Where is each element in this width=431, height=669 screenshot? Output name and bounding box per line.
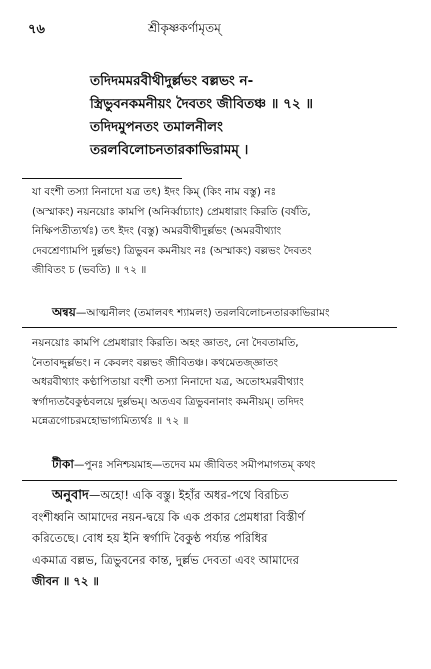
commentary-line: (অস্মাকং) নয়নয়োঃ কামপি (অনির্ব্বাচ্যাং) প্রেমধারাং কিরতি (বর্ষতি, — [32, 205, 311, 218]
anvaya-line — [52, 303, 404, 324]
verse-line: তদিদমুপনতং তমালনীলং — [90, 119, 223, 135]
commentary-line: দেবশ্রেণ্যামপি দুর্ল্লভং) ত্রিভুবন কমনীয়ং নঃ (অস্মাকং) বল্লভং দৈবতং — [32, 244, 312, 257]
verse-block — [90, 70, 410, 162]
divider-rule — [22, 327, 397, 328]
translation-line: একমাত্র বল্লভ, ত্রিভুবনের কান্ত, দুর্ল্লভ দেবতা এবং আমাদের — [32, 552, 299, 567]
translation-line: বংশীধ্বনি আমাদের নয়ন-দ্বয়ে কি এক প্রকার প্রেমধারা বিস্তীর্ণ — [32, 509, 305, 524]
teeka-line: স্বর্গাদ্যতবৈকুণ্ঠবলয়ে দুর্ল্লভম্। অতএব ত্রিভুবনানাং কমনীয়ম্। তদিদং — [32, 395, 304, 408]
verse-line: তরলবিলোচনতারকাভিরামম্ । — [90, 142, 249, 158]
commentary-block — [32, 183, 404, 281]
anvaya-text: —আত্মনীলং (তমালবৎ শ্যামলং) তরলবিলোচনতারকাভিরামং — [75, 307, 330, 319]
commentary-line: যা বংশী তস্যা নিনাদো যত্র তৎ) ইদং কিম্ (কিং নাম বস্তু) নঃ — [32, 186, 277, 198]
running-title: শ্রীকৃষ্ণকর্ণামৃতম্ — [148, 21, 221, 35]
teeka-line: নয়নয়োঃ কামপি প্রেমধারাং কিরতি। অহং জ্ঞাতং, নো দৈবতামতি, — [32, 337, 299, 349]
translation-line — [32, 485, 404, 507]
translation-line: জীবন ॥ ৭২ ॥ — [32, 574, 99, 588]
commentary-line: জীবিতং চ (ভবতি) ॥ ৭২ ॥ — [32, 264, 147, 276]
teeka-label-block — [52, 455, 404, 476]
translation-label: অনুবাদ — [52, 488, 89, 503]
teeka-line: অধরবীথ্যাং কণ্ঠাপিতায়া বংশী তস্যা নিনাদো যত্র, অতোঽমরবীথ্যাং — [32, 376, 304, 388]
teeka-label-line — [52, 455, 404, 476]
anvaya-label: অন্বয় — [52, 305, 76, 319]
teeka-line: নৈতাবদ্দুর্ল্লভং। ন কেবলং বল্লভং জীবিতঞ্চ। কথমেতজ্জ্ঞাতং — [32, 356, 279, 369]
translation-block — [32, 485, 404, 593]
commentary-line: নিক্ষিপতীত্যর্থঃ) তৎ ইদং (বস্তু) অমরবীথীদুর্ল্লভং (অমরবীথ্যাং — [32, 225, 282, 237]
verse-line: স্ত্রিভুবনকমনীয়ং দৈবতং জীবিতঞ্চ ॥ ৭২ ॥ — [90, 96, 313, 112]
anvaya-block — [52, 303, 404, 324]
teeka-text: —পুনঃ সনিশ্চয়মাহ—তদেব মম জীবিতং সমীপমাগতম্ কথং — [73, 459, 316, 471]
teeka-block — [32, 334, 404, 432]
page-number: ৭৬ — [28, 22, 45, 37]
teeka-label: টীকা — [52, 457, 74, 471]
teeka-line: মন্নেত্রগোচরমহোভাগ্যমিত্যর্থঃ ॥ ৭২ ॥ — [32, 415, 189, 427]
page-header — [28, 20, 401, 40]
divider-rule — [22, 480, 397, 481]
divider-rule — [22, 178, 182, 179]
translation-text: —অহো! একি বস্তু। ইহাঁর অধর-পথে বিরচিত — [88, 488, 289, 502]
verse-line: তদিদমমরবীথীদুর্ল্লভং বল্লভং ন- — [90, 73, 254, 89]
translation-line: করিতেছে। বোধ হয় ইনি স্বর্গাদি বৈকুণ্ঠ পর্য্যন্ত পরিধির — [32, 531, 268, 545]
